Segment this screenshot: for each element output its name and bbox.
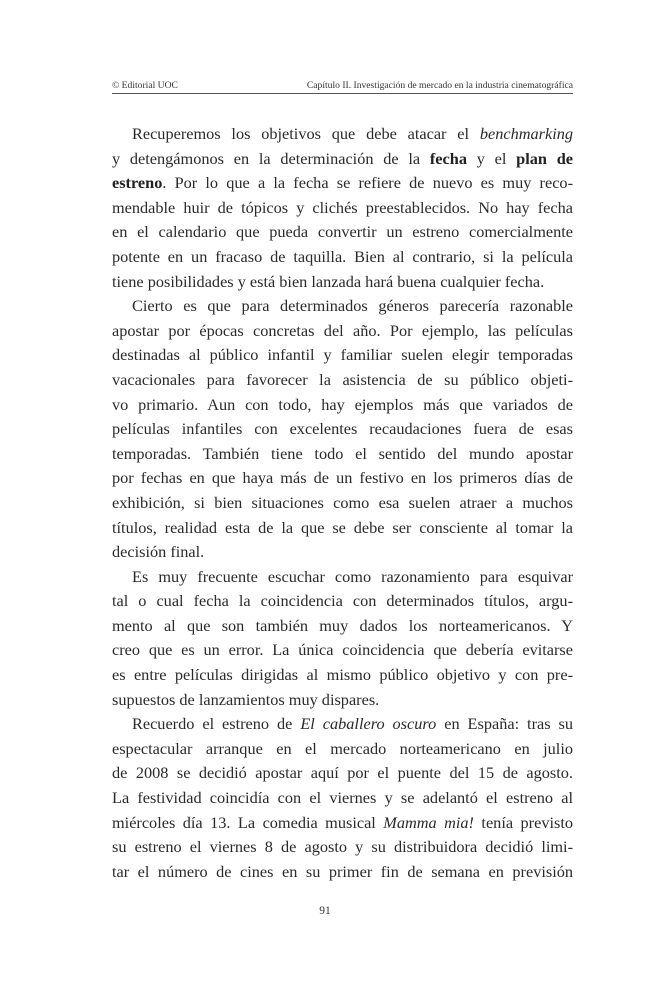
text-line [112, 466, 573, 491]
text-run: Recuperemos los objetivos que debe atacar el [132, 124, 480, 143]
text-line [112, 516, 573, 541]
paragraph [112, 122, 573, 294]
text-run: tiene posibilidades y está bien lanzada hará buena cualquier fecha. [112, 271, 545, 291]
text-line [112, 712, 573, 737]
text-line [112, 147, 573, 172]
text-line [112, 319, 573, 344]
bold-term: estreno [112, 173, 163, 193]
text-run: potente en un fracaso de taquilla. Bien al contrario, si la película [112, 246, 573, 266]
body-text [112, 122, 573, 884]
running-header [112, 80, 573, 94]
text-run: tenía previsto [473, 812, 573, 832]
text-run: La festividad coincidía con el viernes y se adelantó el estreno al [112, 788, 573, 808]
text-run: destinadas al público infantil y familiar suelen elegir temporadas [112, 345, 573, 365]
italic-term: benchmarking [479, 124, 573, 143]
text-line [112, 761, 573, 786]
text-line [112, 270, 573, 295]
text-run: mento al que son también muy dados los norteamericanos. Y [112, 615, 573, 635]
text-line [112, 491, 573, 516]
text-run: miércoles día 13. La comedia musical [112, 812, 384, 832]
text-line [112, 220, 573, 245]
text-line [112, 638, 573, 663]
text-line [112, 737, 573, 762]
italic-term: El caballero oscuro [300, 714, 437, 734]
page-number: 91 [319, 905, 331, 917]
text-line [112, 663, 573, 688]
text-line [112, 368, 573, 393]
text-line [112, 294, 573, 319]
text-line [112, 565, 573, 590]
text-line [112, 245, 573, 270]
bold-term: plan de [516, 148, 573, 168]
text-line [112, 442, 573, 467]
text-run: apostar por épocas concretas del año. Por ejemplo, las películas [112, 320, 573, 340]
text-run: creo que es un error. La única coincidencia que debería evitarse [112, 640, 573, 660]
text-run: películas infantiles con excelentes recaudaciones fuera de esas [112, 419, 573, 439]
text-run: vo primario. Aun con todo, hay ejemplos más que variados de [112, 394, 573, 414]
text-run: decisión final. [112, 542, 205, 562]
italic-term: Mamma mia! [383, 812, 474, 832]
text-run: tal o cual fecha la coincidencia con determinados títulos, argu- [112, 591, 573, 611]
text-run: Cierto es que para determinados géneros parecería razonable [132, 296, 573, 316]
header-publisher: © Editorial UOC [112, 80, 178, 91]
text-line [112, 171, 573, 196]
text-line [112, 343, 573, 368]
text-line [112, 393, 573, 418]
header-chapter-title: Capítulo II. Investigación de mercado en la industria cinematográfica [306, 80, 573, 91]
text-run: su estreno el viernes 8 de agosto y su distribuidora decidió limi- [112, 837, 573, 857]
text-run: . Por lo que a la fecha se refiere de nuevo es muy reco- [162, 173, 573, 193]
text-run: Recuerdo el estreno de [132, 714, 301, 734]
text-run: y detengámonos en la determinación de la [112, 148, 430, 168]
text-run: en el calendario que pueda convertir un estreno comercialmente [112, 222, 573, 242]
text-line [112, 122, 573, 147]
text-line [112, 540, 573, 565]
text-line [112, 589, 573, 614]
text-run: en España: tras su [436, 714, 573, 734]
text-line [112, 688, 573, 713]
text-run: Es muy frecuente escuchar como razonamiento para esquivar [132, 566, 573, 586]
text-run: y el [466, 148, 517, 168]
text-run: títulos, realidad esta de la que se debe ser consciente al tomar la [112, 517, 573, 537]
text-line [112, 860, 573, 885]
text-run: supuestos de lanzamientos muy dispares. [112, 689, 380, 709]
text-run: tar el número de cines en su primer fin de semana en previsión [112, 861, 573, 881]
paragraph [112, 565, 573, 713]
text-run: temporadas. También tiene todo el sentido del mundo apostar [112, 443, 573, 463]
text-run: mendable huir de tópicos y clichés preestablecidos. No hay fecha [112, 197, 573, 217]
text-run: es entre películas dirigidas al mismo público objetivo y con pre- [112, 665, 573, 685]
text-line [112, 835, 573, 860]
text-run: vacacionales para favorecer la asistencia de su público objeti- [112, 369, 573, 389]
bold-term: fecha [429, 148, 467, 168]
text-line [112, 786, 573, 811]
text-run: de 2008 se decidió apostar aquí por el puente del 15 de agosto. [112, 763, 573, 783]
text-line [112, 614, 573, 639]
text-run: espectacular arranque en el mercado norteamericano en julio [112, 738, 573, 758]
text-run: exhibición, si bien situaciones como esa suelen atraer a muchos [112, 492, 573, 512]
text-line [112, 417, 573, 442]
text-line [112, 811, 573, 836]
paragraph [112, 294, 573, 565]
text-run: por fechas en que haya más de un festivo en los primeros días de [112, 468, 573, 488]
text-line [112, 196, 573, 221]
paragraph [112, 712, 573, 884]
